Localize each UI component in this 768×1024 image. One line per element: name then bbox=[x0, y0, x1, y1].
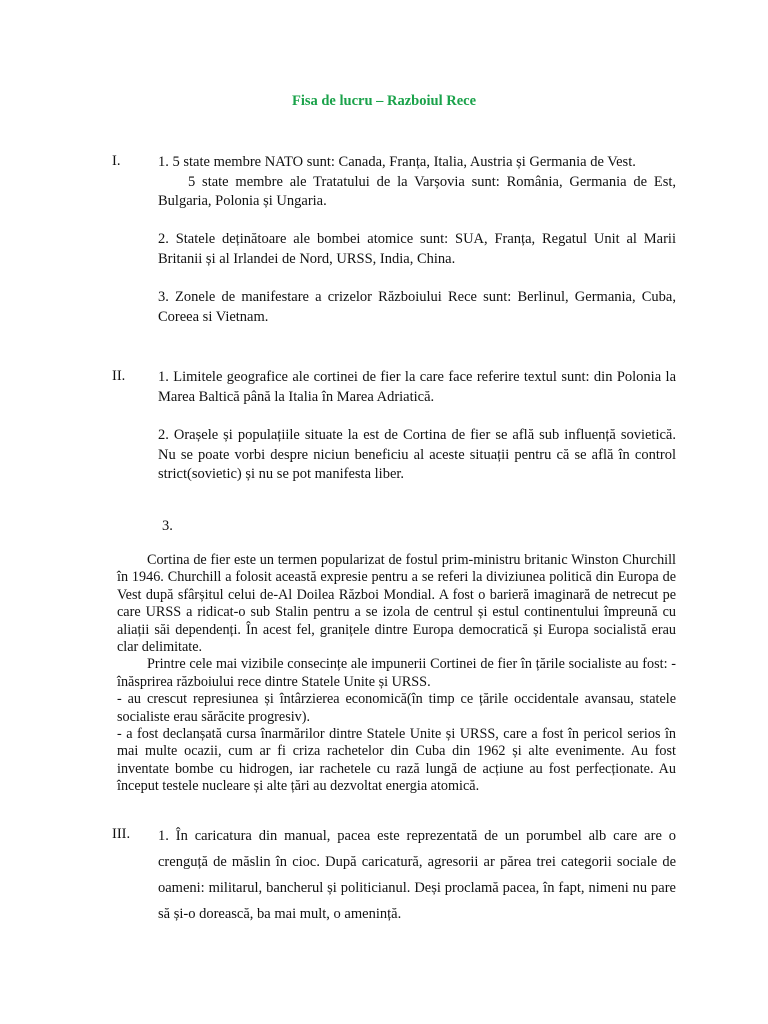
essay-paragraph-2: Printre cele mai vizibile consecințe ale impunerii Cortinei de fier în țările socialiste au fost: - înăsprirea războiului rece dintre Statele Unite și URSS. bbox=[117, 656, 676, 690]
essay-paragraph-3: - au crescut represiunea și întârzierea economică(în timp ce țările occidentale avansau, statele socialiste erau sărăcite progresiv). bbox=[117, 691, 676, 725]
section-2-numeral: II. bbox=[112, 368, 126, 384]
section-3-paragraph-1: 1. În caricatura din manual, pacea este reprezentată de un porumbel alb care are o crenguță de măslin în cioc. După caricatură, agresorii ar părea trei categorii sociale de oameni: militarul, bancherul și politicianul. Deși proclamă pacea, în fapt, nimeni nu pare să și-o dorească, ba mai mult, o amenință. bbox=[158, 828, 676, 922]
section-3-numeral: III. bbox=[112, 826, 131, 842]
essay-paragraph-2-wrap bbox=[117, 656, 676, 691]
iron-curtain-essay bbox=[117, 552, 676, 796]
section-2-paragraph-2: 2. Orașele și populațiile situate la est de Cortina de fier se află sub influență sovietică. Nu se poate vorbi despre niciun beneficiu al aceste situații pentru că se află în control strict(sovietic) și nu se pot manifesta liber. bbox=[158, 427, 676, 482]
section-1-paragraph-3: 3. Zonele de manifestare a crizelor Războiului Rece sunt: Berlinul, Germania, Cuba, Coreea si Vietnam. bbox=[158, 289, 676, 325]
document-title: Fisa de lucru – Razboiul Rece bbox=[291, 93, 477, 109]
nato-members-text: 1. 5 state membre NATO sunt: Canada, Franța, Italia, Austria și Germania de Vest. bbox=[158, 154, 636, 170]
essay-paragraph-4: - a fost declanșată cursa înarmărilor dintre Statele Unite și URSS, care a fost în pericol serios în mai multe ocazii, cum ar fi criza rachetelor din Cuba din 1962 și alte evenimente. Au fost inventate bombe cu hidrogen, iar rachetele cu rază lungă de acțiune au fost perfecționate. Au început testele nucleare și alte țări au dezvoltat energia atomică. bbox=[117, 726, 676, 795]
section-2-paragraph-1: 1. Limitele geografice ale cortinei de fier la care face referire textul sunt: din Polonia la Marea Baltică până la Italia în Marea Adriatică. bbox=[158, 369, 676, 405]
essay-paragraph-1: Cortina de fier este un termen popularizat de fostul prim-ministru britanic Winston Churchill în 1946. Churchill a folosit această expresie pentru a se referi la diviziunea politică din Europa de Vest după sfârșitul celui de-Al Doilea Război Mondial. A fost o barieră imaginară de netrecut pe care URSS a ridicat-o sub Stalin pentru a se izola de centrul și estul continentului împreună cu aliații săi dependenți. În acest fel, granițele dintre Europa democratică și Europa socialistă erau clar delimitate. bbox=[117, 552, 676, 656]
section-2-item-3-number: 3. bbox=[162, 518, 173, 534]
section-1-numeral: I. bbox=[112, 153, 121, 169]
warsaw-pact-members-text: 5 state membre ale Tratatului de la Varșovia sunt: România, Germania de Est, Bulgaria, Polonia și Ungaria. bbox=[158, 173, 676, 209]
section-1-paragraph-1 bbox=[158, 153, 676, 212]
section-1-paragraph-2: 2. Statele deținătoare ale bombei atomice sunt: SUA, Franța, Regatul Unit al Marii Britanii și al Irlandei de Nord, URSS, India, China. bbox=[158, 231, 676, 267]
